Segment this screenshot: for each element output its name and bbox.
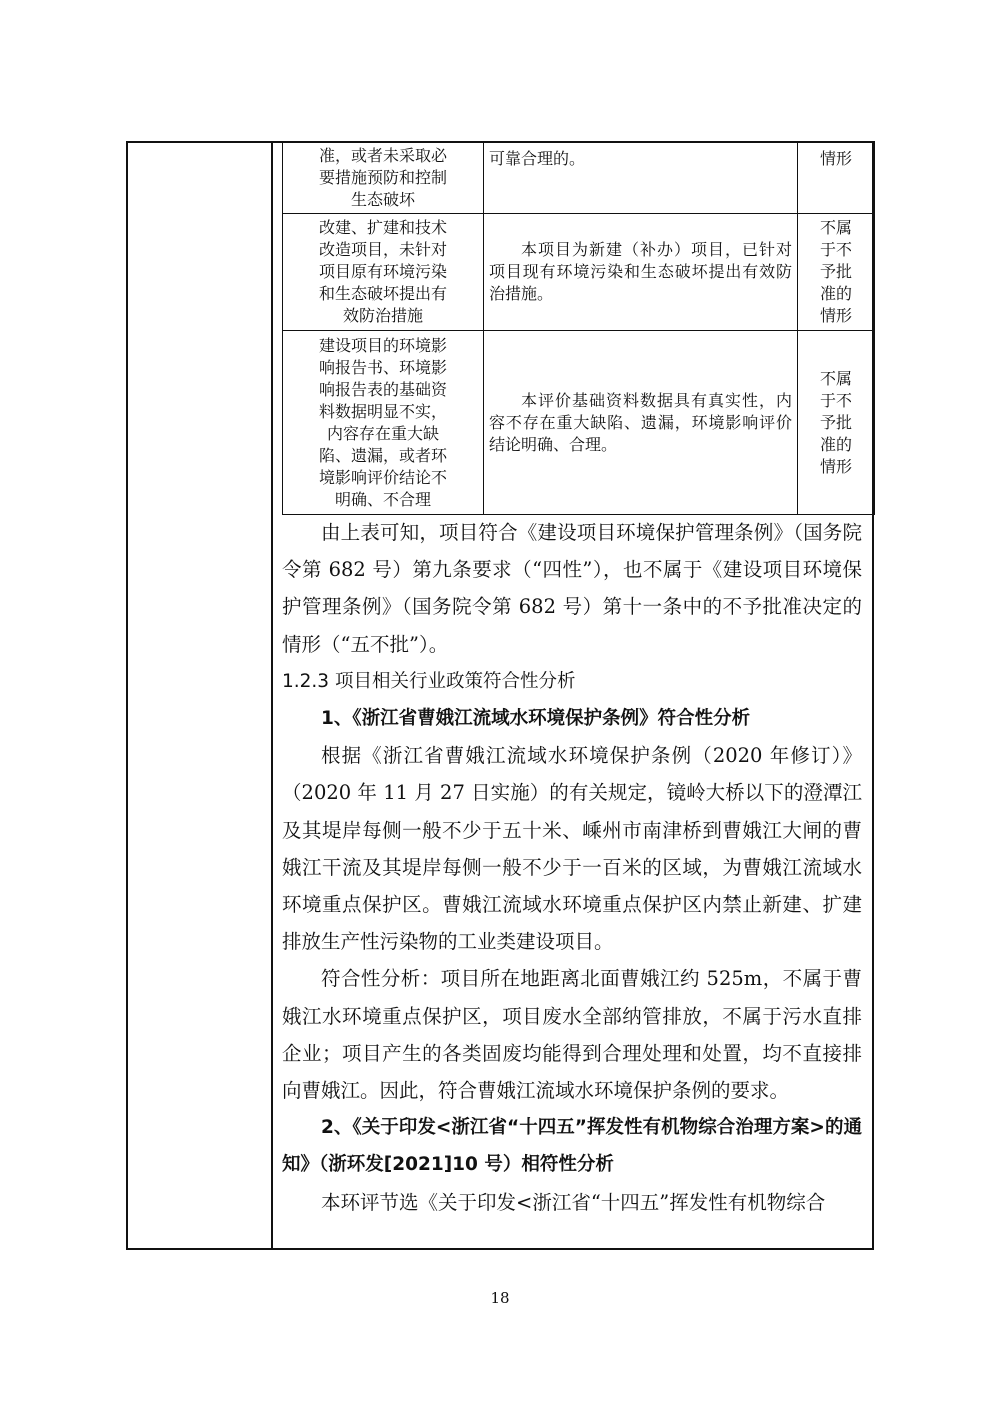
analysis-cell: 本评价基础资料数据具有真实性，内容不存在重大缺陷、遗漏，环境影响评价结论明确、合理。 [484,331,798,515]
analysis-cell: 可靠合理的。 [484,142,798,214]
condition-cell: 建设项目的环境影 响报告书、环境影 响报告表的基础资 料数据明显不实， 内容存在重大缺 陷、遗漏，或者环 境影响评价结论不 明确、不合理 [283,331,484,515]
item2-body-paragraph: 本环评节选《关于印发<浙江省“十四五”挥发性有机物综合 [321,1190,826,1214]
item1-body-paragraph: 根据《浙江省曹娥江流域水环境保护条例（2020 年修订）》（2020 年 11 月 27 日实施）的有关规定，镜岭大桥以下的澄潭江及其堤岸每侧一般不少于五十米、嵊州市南津桥到曹娥江大闸的曹娥江干流及其堤岸每侧一般不少于一百米的区域，为曹娥江流域水环境重点保护区。曹娥江流域水环境重点保护区内禁止新建、扩建排放生产性污染物的工业类建设项目。 [282,744,862,954]
table-row [283,142,875,214]
result-cell: 不属 于不 予批 准的 情形 [798,214,875,331]
result-cell: 情形 [798,142,875,214]
body-content [282,514,862,1221]
item1-analysis-paragraph: 符合性分析：项目所在地距离北面曹娥江约 525m，不属于曹娥江水环境重点保护区，项目废水全部纳管排放，不属于污水直排企业；项目产生的各类固废均能得到合理处理和处置，均不直接排向曹娥江。因此，符合曹娥江流域水环境保护条例的要求。 [282,967,862,1103]
summary-paragraph: 由上表可知，项目符合《建设项目环境保护管理条例》（国务院令第 682 号）第九条要求（“四性”），也不属于《建设项目环境保护管理条例》（国务院令第 682 号）第十一条中的不予批准决定的情形（“五不批”）。 [282,521,862,656]
criteria-table [282,141,875,515]
outer-table-column-divider [271,141,273,1250]
result-cell: 不属 于不 予批 准的 情形 [798,331,875,515]
page-number: 18 [490,1289,510,1307]
condition-cell: 改建、扩建和技术 改造项目，未针对 项目原有环境污染 和生态破坏提出有 效防治措施 [283,214,484,331]
section-heading: 1.2.3 项目相关行业政策符合性分析 [282,670,576,692]
table-row [283,331,875,515]
table-row [283,214,875,331]
item2-heading: 2、《关于印发<浙江省“十四五”挥发性有机物综合治理方案>的通知》（浙环发[2021]10 号）相符性分析 [282,1117,862,1176]
item1-heading: 1、《浙江省曹娥江流域水环境保护条例》符合性分析 [321,708,751,730]
analysis-cell: 本项目为新建（补办）项目，已针对项目现有环境污染和生态破坏提出有效防治措施。 [484,214,798,331]
condition-cell: 准，或者未采取必 要措施预防和控制 生态破坏 [283,142,484,214]
